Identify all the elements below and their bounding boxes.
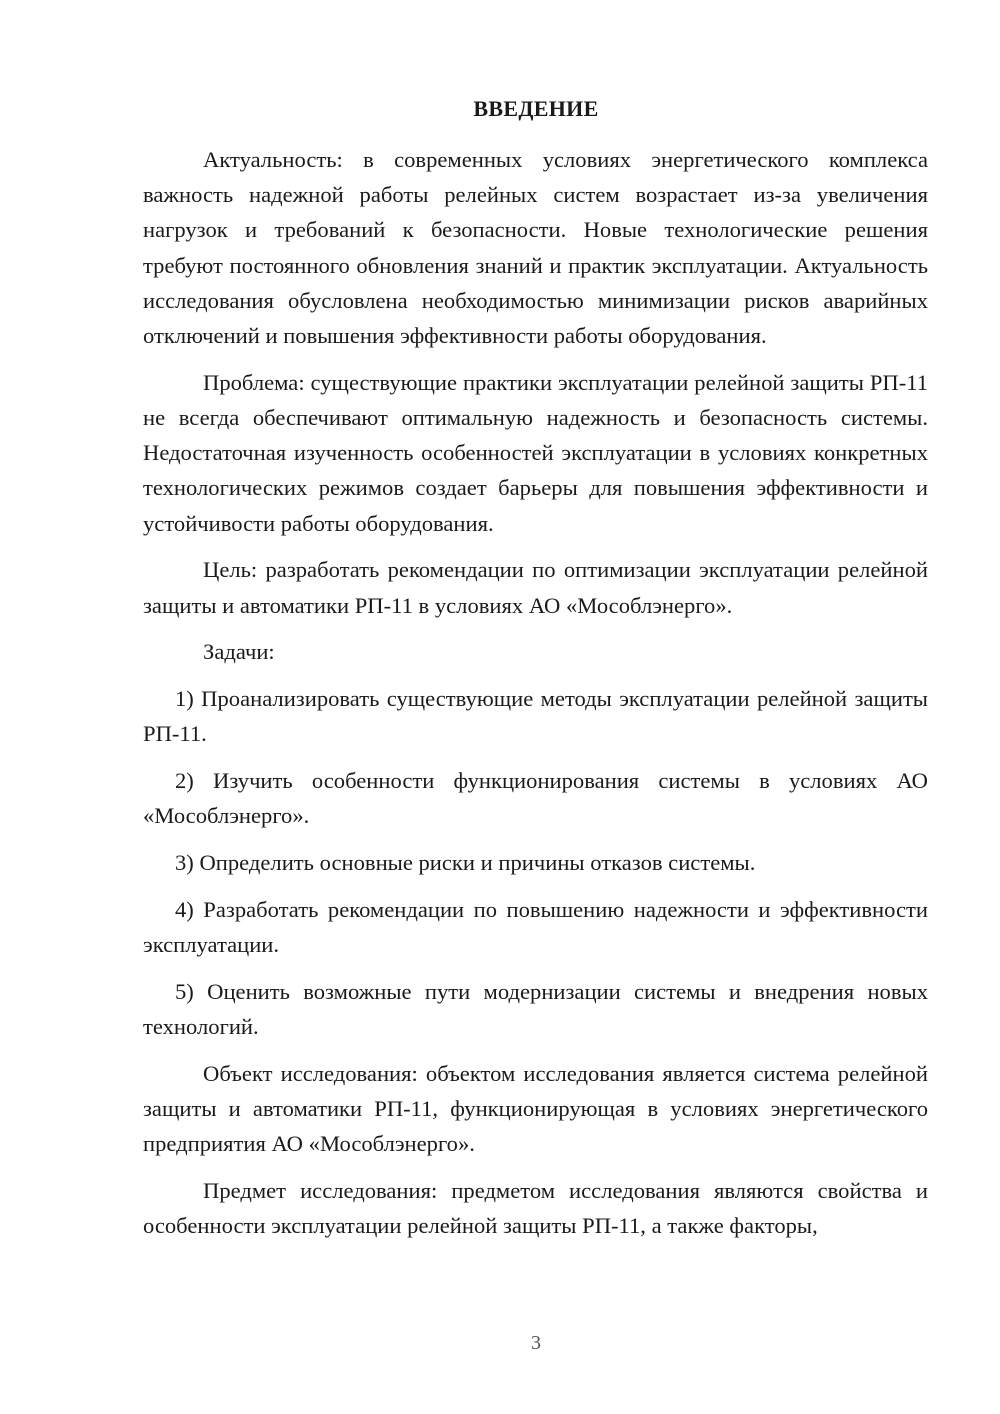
paragraph-goal: Цель: разработать рекомендации по оптимизации эксплуатации релейной защиты и автоматики РП-11 в условиях АО «Мособлэнерго». [143, 557, 928, 618]
list-item-task-2: 2) Изучить особенности функционирования системы в условиях АО «Мособлэнерго». [143, 768, 928, 829]
list-item-task-1: 1) Проанализировать существующие методы эксплуатации релейной защиты РП-11. [143, 686, 928, 747]
paragraph-object: Объект исследования: объектом исследования является система релейной защиты и автоматики РП-11, функционирующая в условиях энергетического предприятия АО «Мособлэнерго». [143, 1061, 928, 1157]
list-item-task-5: 5) Оценить возможные пути модернизации системы и внедрения новых технологий. [143, 979, 928, 1040]
paragraph-subject: Предмет исследования: предметом исследования являются свойства и особенности эксплуатации релейной защиты РП-11, а также факторы, [143, 1178, 928, 1239]
section-title: ВВЕДЕНИЕ [473, 96, 599, 121]
paragraph-tasks-heading: Задачи: [203, 639, 275, 665]
page-number: 3 [531, 1332, 541, 1354]
paragraph-problem: Проблема: существующие практики эксплуатации релейной защиты РП-11 не всегда обеспечивают оптимальную надежность и безопасность системы. Недостаточная изученность особенностей эксплуатации в условиях конкретных технологических режимов создает барьеры для повышения эффективности и устойчивости работы оборудования. [143, 369, 928, 536]
list-item-task-3: 3) Определить основные риски и причины отказов системы. [175, 850, 756, 876]
document-body [143, 142, 928, 1255]
paragraph-relevance: Актуальность: в современных условиях энергетического комплекса важность надежной работы релейных систем возрастает из-за увеличения нагрузок и требований к безопасности. Новые технологические решения требуют постоянного обновления знаний и практик эксплуатации. Актуальность исследования обусловлена необходимостью минимизации рисков аварийных отключений и повышения эффективности работы оборудования. [143, 147, 928, 349]
list-item-task-4: 4) Разработать рекомендации по повышению надежности и эффективности эксплуатации. [143, 897, 928, 958]
